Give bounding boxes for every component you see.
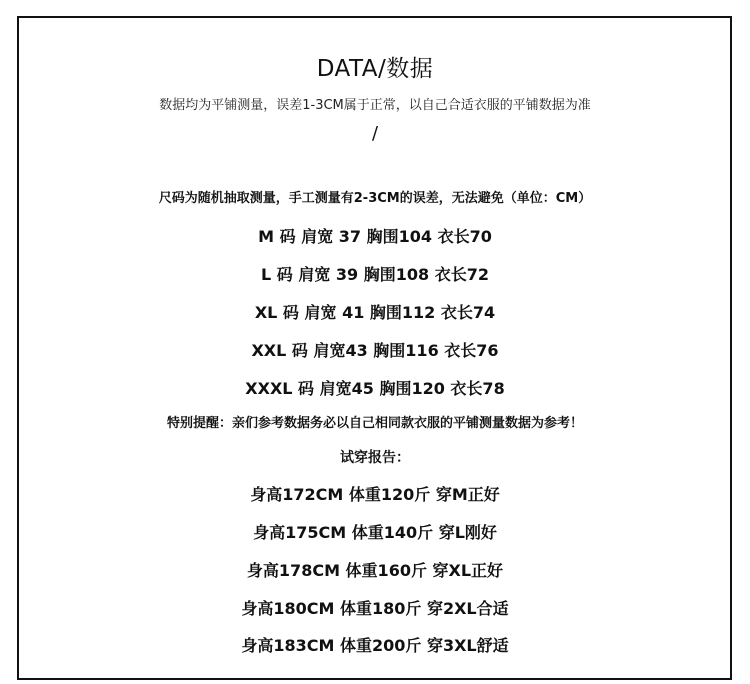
reminder-text: 特别提醒：亲们参考数据务必以自己相同款衣服的平铺测量数据为参考！: [166, 416, 583, 431]
fitting-report-row: 身高183CM 体重200斤 穿3XL舒适: [241, 636, 509, 655]
size-row-m: M 码 肩宽 37 胸围104 衣长70: [258, 227, 492, 246]
size-row-xl: XL 码 肩宽 41 胸围112 衣长74: [254, 303, 496, 322]
page-title: DATA/数据: [316, 56, 434, 82]
fitting-report-row: 身高172CM 体重120斤 穿M正好: [250, 485, 500, 504]
size-row-xxl: XXL 码 肩宽43 胸围116 衣长76: [251, 341, 499, 360]
size-row-l: L 码 肩宽 39 胸围108 衣长72: [261, 265, 489, 284]
measurement-subtitle: 数据均为平铺测量，误差1-3CM属于正常，以自己合适衣服的平铺数据为准: [159, 98, 591, 113]
fitting-report-title: 试穿报告：: [340, 450, 410, 466]
fitting-report-row: 身高175CM 体重140斤 穿L刚好: [253, 523, 497, 542]
fitting-report-row: 身高178CM 体重160斤 穿XL正好: [246, 561, 504, 580]
measurement-note: 尺码为随机抽取测量，手工测量有2-3CM的误差，无法避免（单位：CM）: [158, 191, 592, 206]
fitting-report-row: 身高180CM 体重180斤 穿2XL合适: [241, 599, 509, 618]
size-row-xxxl: XXXL 码 肩宽45 胸围120 衣长78: [245, 379, 505, 398]
separator-slash: /: [371, 123, 379, 144]
